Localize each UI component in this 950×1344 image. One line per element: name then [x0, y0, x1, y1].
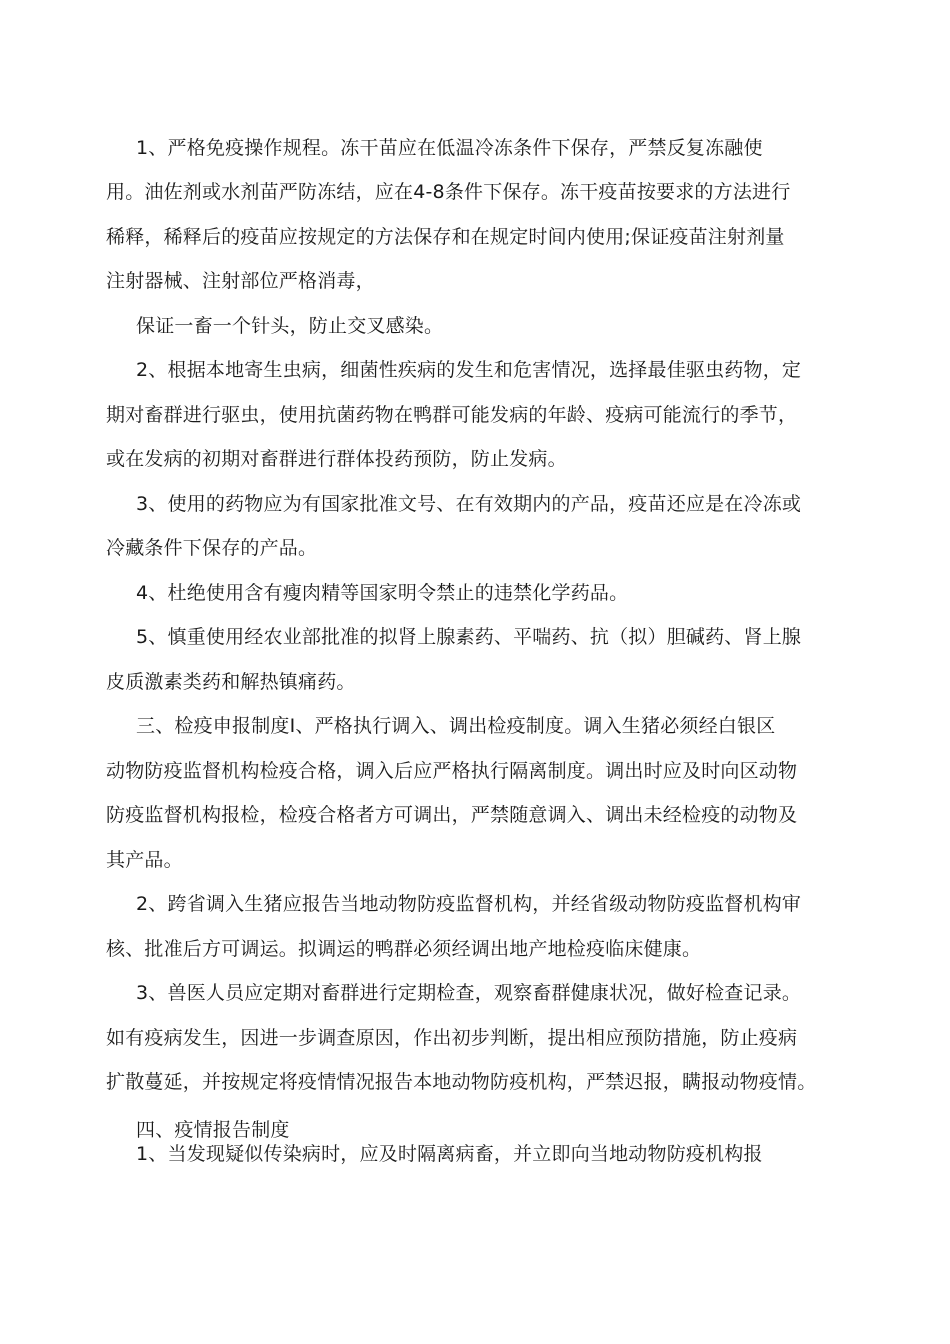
text-line: 动物防疫监督机构检疫合格，调入后应严格执行隔离制度。调出时应及时向区动物 — [106, 760, 798, 782]
text-line: 用。油佐剂或水剂苗严防冻结，应在4-8条件下保存。冻干疫苗按要求的方法进行 — [106, 181, 791, 203]
text-line: 1、严格免疫操作规程。冻干苗应在低温冷冻条件下保存，严禁反复冻融使 — [136, 137, 763, 159]
text-line: 如有疫病发生，因进一步调查原因，作出初步判断，提出相应预防措施，防止疫病 — [106, 1027, 798, 1049]
text-line: 稀释，稀释后的疫苗应按规定的方法保存和在规定时间内使用;保证疫苗注射剂量 — [106, 226, 785, 248]
text-line: 或在发病的初期对畜群进行群体投药预防，防止发病。 — [106, 448, 567, 470]
text-line: 4、杜绝使用含有瘦肉精等国家明令禁止的违禁化学药品。 — [136, 582, 629, 604]
text-line: 3、使用的药物应为有国家批准文号、在有效期内的产品，疫苗还应是在冷冻或 — [136, 493, 802, 515]
text-line: 期对畜群进行驱虫，使用抗菌药物在鸭群可能发病的年龄、疫病可能流行的季节， — [106, 404, 798, 426]
text-line: 冷藏条件下保存的产品。 — [106, 537, 318, 559]
text-line: 保证一畜一个针头，防止交叉感染。 — [136, 315, 444, 337]
text-line: 防疫监督机构报检，检疫合格者方可调出，严禁随意调入、调出未经检疫的动物及 — [106, 804, 798, 826]
text-line: 核、批准后方可调运。拟调运的鸭群必须经调出地产地检疫临床健康。 — [106, 938, 702, 960]
text-line: 2、跨省调入生猪应报告当地动物防疫监督机构，并经省级动物防疫监督机构审 — [136, 893, 802, 915]
text-line: 注射器械、注射部位严格消毒， — [106, 270, 375, 292]
text-line: 皮质激素类药和解热镇痛药。 — [106, 671, 356, 693]
text-line: 其产品。 — [106, 849, 183, 871]
section-heading: 四、疫情报告制度 — [136, 1119, 290, 1141]
text-line: 1、当发现疑似传染病时，应及时隔离病畜，并立即向当地动物防疫机构报 — [136, 1143, 763, 1165]
text-line: 2、根据本地寄生虫病，细菌性疾病的发生和危害情况，选择最佳驱虫药物，定 — [136, 359, 802, 381]
text-line: 5、慎重使用经农业部批准的拟肾上腺素药、平喘药、抗（拟）胆碱药、肾上腺 — [136, 626, 802, 648]
text-line: 3、兽医人员应定期对畜群进行定期检查，观察畜群健康状况，做好检查记录。 — [136, 982, 802, 1004]
text-line: 三、检疫申报制度I、严格执行调入、调出检疫制度。调入生猪必须经白银区 — [136, 715, 776, 737]
text-line: 扩散蔓延，并按规定将疫情情况报告本地动物防疫机构，严禁迟报，瞒报动物疫情。 — [106, 1071, 817, 1093]
